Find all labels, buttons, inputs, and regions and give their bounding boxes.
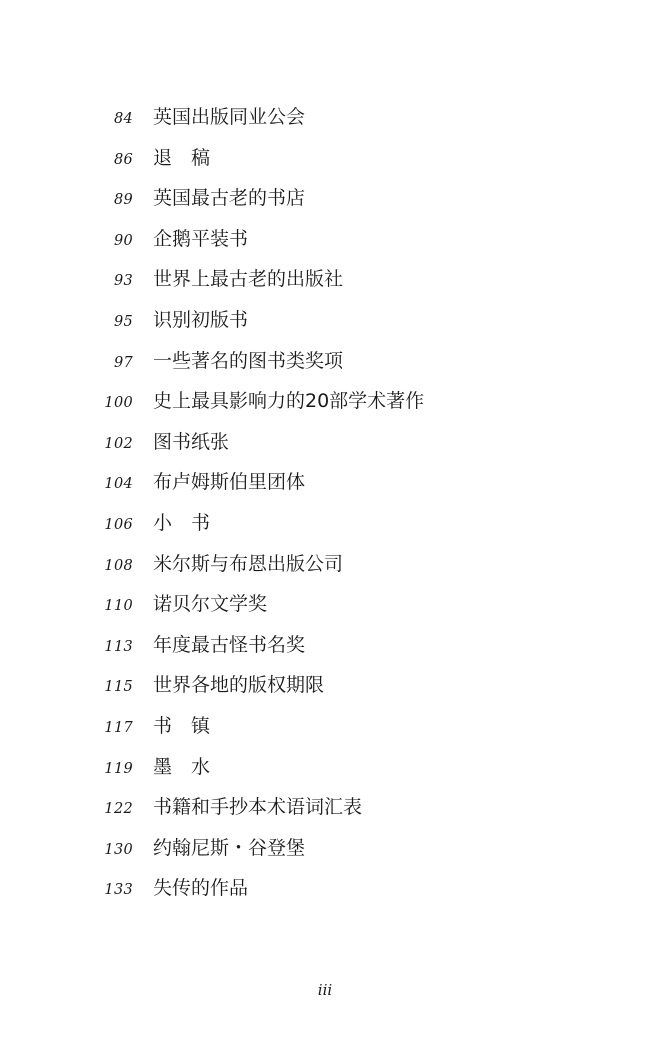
toc-entry [0, 504, 650, 545]
toc-page-number: 117 [104, 719, 133, 736]
toc-page-number: 113 [104, 638, 133, 655]
page-folio: iii [317, 981, 333, 999]
toc-page-number: 100 [104, 395, 133, 412]
toc-page-number: 89 [113, 192, 133, 209]
toc-entry [0, 666, 650, 707]
toc-entry [0, 260, 650, 301]
toc-page-number: 97 [113, 354, 133, 371]
toc-page-number: 122 [104, 801, 133, 818]
toc-entry-title: 小 书 [153, 511, 211, 534]
toc-page-number: 102 [104, 435, 133, 452]
toc-entry-title: 图书纸张 [153, 430, 230, 453]
toc-entry [0, 98, 650, 139]
toc-entry-title: 米尔斯与布恩出版公司 [153, 552, 344, 575]
toc-entry [0, 869, 650, 910]
toc-page-number: 133 [104, 882, 133, 899]
toc-page-number: 115 [104, 679, 133, 696]
toc-entry [0, 423, 650, 464]
toc-entry [0, 463, 650, 504]
table-of-contents [0, 98, 650, 910]
toc-entry [0, 179, 650, 220]
toc-entry-title: 书籍和手抄本术语词汇表 [153, 796, 363, 819]
toc-entry-title: 英国最古老的书店 [153, 187, 306, 210]
toc-page-number: 104 [104, 476, 133, 493]
toc-page-number: 110 [104, 598, 133, 615]
toc-entry-title: 诺贝尔文学奖 [153, 593, 268, 616]
toc-entry [0, 545, 650, 586]
toc-entry [0, 788, 650, 829]
toc-entry-title: 墨 水 [153, 755, 211, 778]
toc-entry [0, 342, 650, 383]
toc-entry-title: 企鹅平装书 [153, 227, 249, 250]
toc-entry [0, 301, 650, 342]
toc-entry-title: 布卢姆斯伯里团体 [153, 471, 306, 494]
toc-entry-title: 世界各地的版权期限 [153, 674, 325, 697]
toc-page-number: 84 [113, 111, 133, 127]
toc-page-number: 119 [104, 760, 133, 777]
toc-entry-title: 世界上最古老的出版社 [153, 268, 344, 291]
toc-page-number: 90 [113, 232, 133, 249]
toc-entry [0, 585, 650, 626]
toc-entry-title: 退 稿 [153, 146, 211, 169]
toc-entry-title: 约翰尼斯・谷登堡 [153, 836, 306, 859]
toc-entry [0, 748, 650, 789]
toc-page-number: 86 [113, 151, 133, 168]
toc-entry-title: 英国出版同业公会 [153, 106, 306, 128]
toc-page-number: 106 [104, 516, 133, 533]
toc-entry-title: 一些著名的图书类奖项 [153, 349, 344, 372]
toc-entry [0, 626, 650, 667]
toc-entry-title: 年度最古怪书名奖 [153, 633, 306, 656]
toc-entry-title: 识别初版书 [153, 308, 249, 331]
toc-page-number: 130 [104, 841, 133, 858]
toc-entry [0, 829, 650, 870]
toc-entry-title: 失传的作品 [153, 877, 249, 900]
toc-entry-title: 史上最具影响力的20部学术著作 [153, 390, 425, 413]
toc-entry [0, 707, 650, 748]
toc-entry [0, 382, 650, 423]
toc-page-number: 95 [113, 313, 133, 330]
toc-entry [0, 139, 650, 180]
toc-page-number: 108 [104, 557, 133, 574]
toc-entry-title: 书 镇 [153, 714, 211, 737]
toc-page-number: 93 [113, 273, 133, 290]
toc-entry [0, 220, 650, 261]
